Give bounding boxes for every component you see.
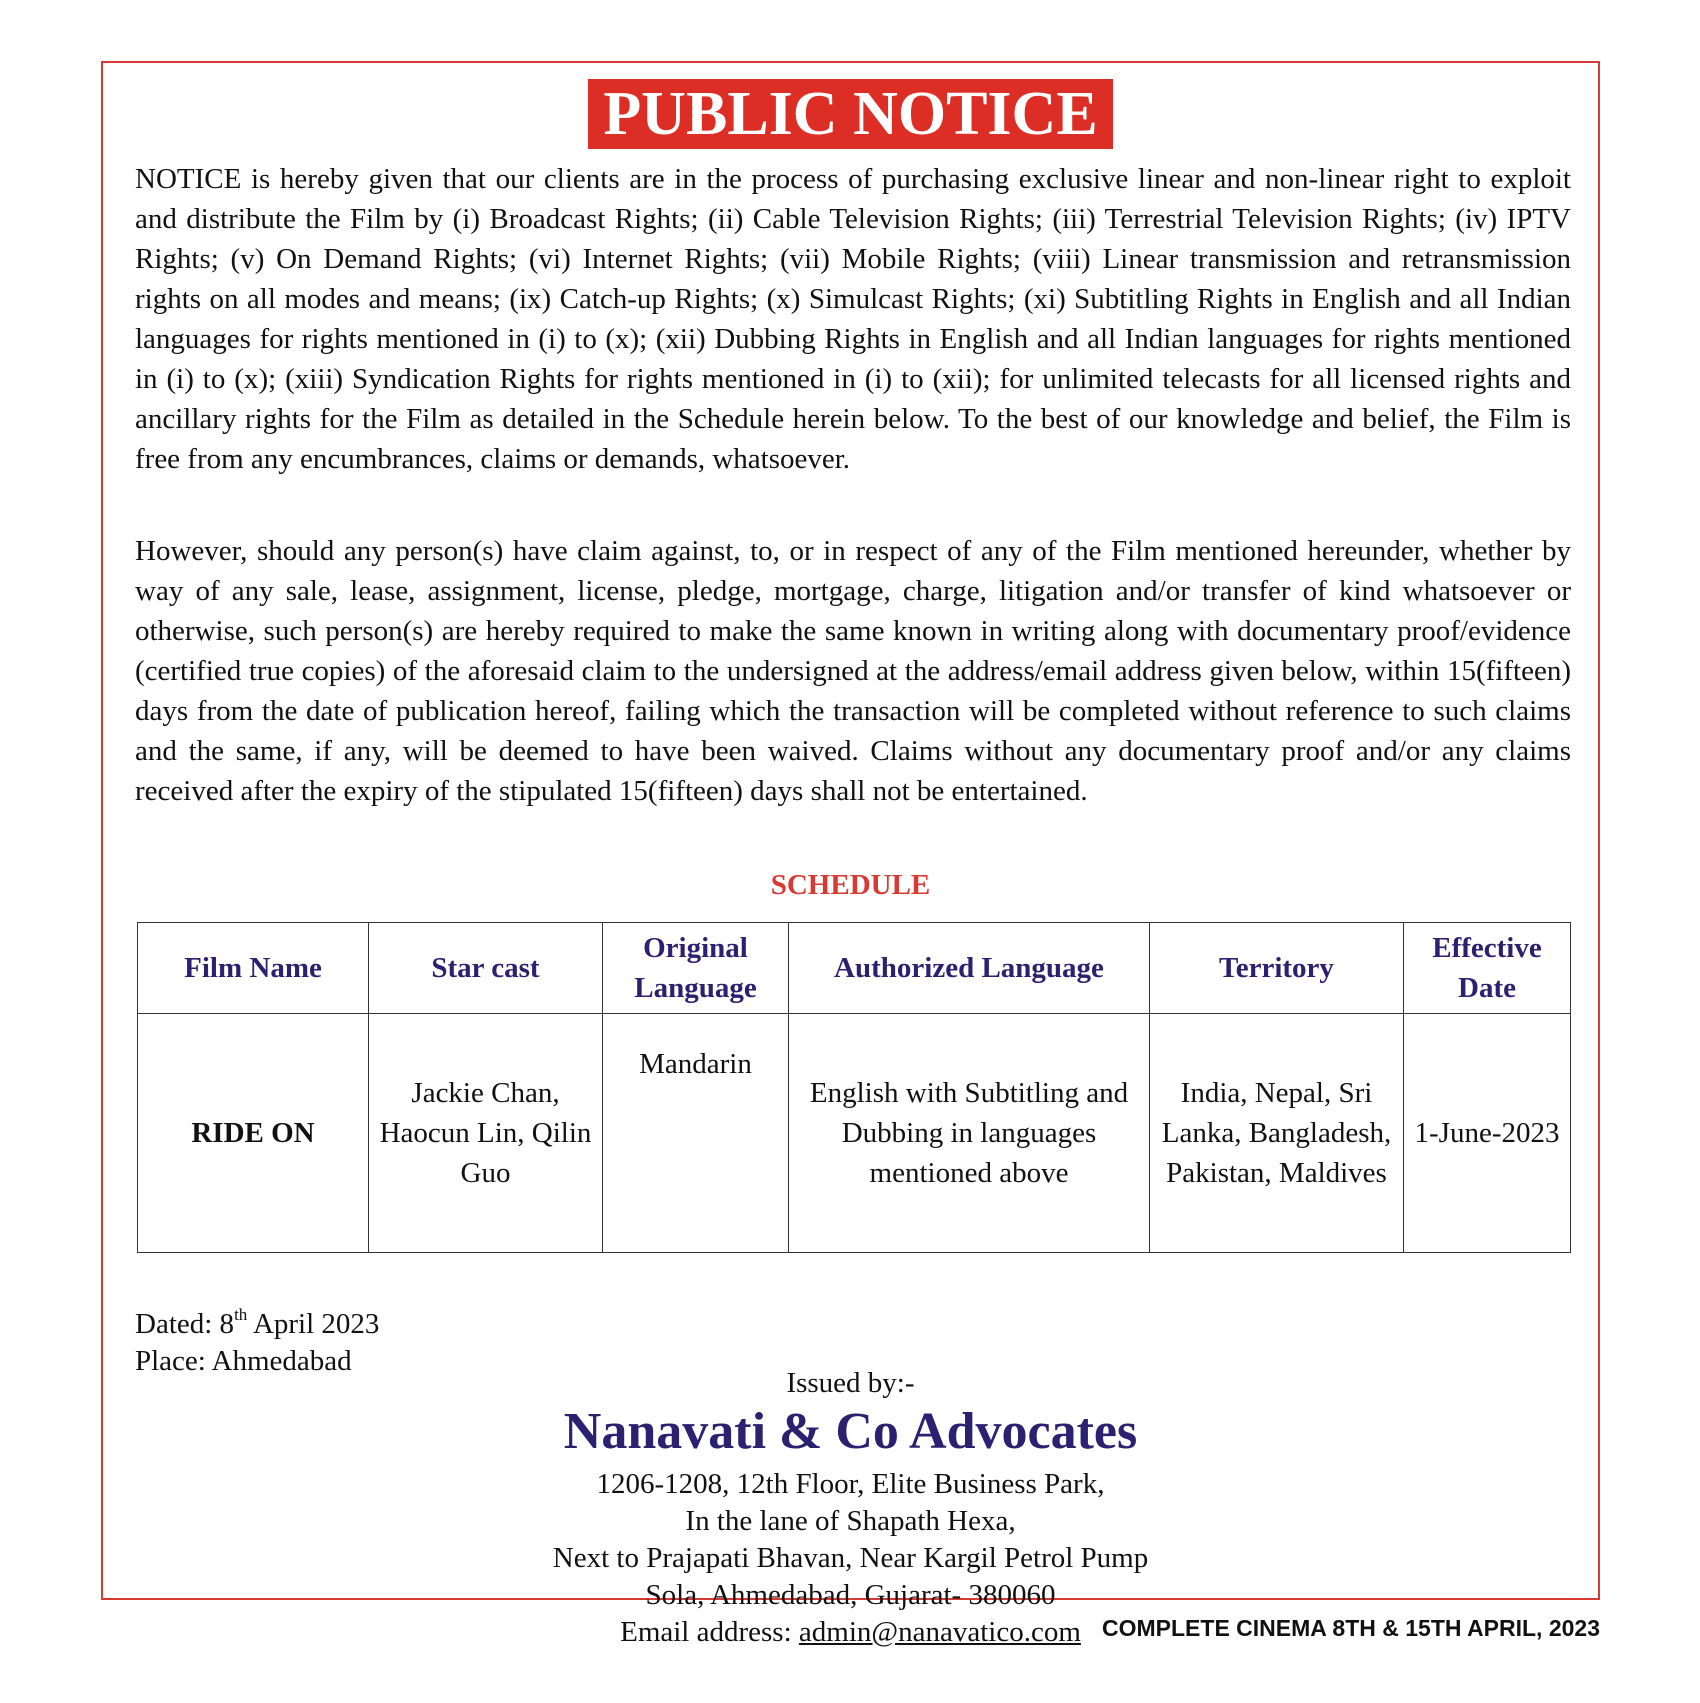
place-line: Place: Ahmedabad: [135, 1345, 352, 1377]
email-label: Email address:: [620, 1616, 799, 1648]
issued-by: Issued by:-: [786, 1367, 915, 1399]
cell-authorized-language: English with Subtitling and Dubbing in languages mentioned above: [789, 1014, 1150, 1253]
header-star-cast: Star cast: [369, 923, 603, 1014]
dated-label: Dated: 8: [135, 1308, 235, 1340]
publication-credit: COMPLETE CINEMA 8TH & 15TH APRIL, 2023: [1102, 1615, 1600, 1641]
title-wrap: [103, 79, 1598, 149]
notice-paragraph-2: However, should any person(s) have claim against, to, or in respect of any of the Film mentioned hereunder, whether by way of any sale, lease, assignment, license, pledge, mortgage, charge, litigation and/or transfer of kind whatsoever or otherwise, such person(s) are hereby required to make the same known in writing along with documentary proof/evidence (certified true copies) of the aforesaid claim to the undersigned at the address/email address given below, within 15(fifteen) days from the date of publication hereof, failing which the transaction will be completed without reference to such claims and the same, if any, will be deemed to have been waived. Claims without any documentary proof and/or any claims received after the expiry of the stipulated 15(fifteen) days shall not be entertained.: [135, 535, 1571, 807]
notice-paragraph-1: NOTICE is hereby given that our clients are in the process of purchasing exclusive linear and non-linear right to exploit and distribute the Film by (i) Broadcast Rights; (ii) Cable Television Rights; (iii) Terrestrial Television Rights; (iv) IPTV Rights; (v) On Demand Rights; (vi) Internet Rights; (vii) Mobile Rights; (viii) Linear transmission and retransmission rights on all modes and means; (ix) Catch-up Rights; (x) Simulcast Rights; (xi) Subtitling Rights in English and all Indian languages for rights mentioned in (i) to (x); (xii) Dubbing Rights in English and all Indian languages for rights mentioned in (i) to (x); (xiii) Syndication Rights for rights mentioned in (i) to (xii); for unlimited telecasts for all licensed rights and ancillary rights for the Film as detailed in the Schedule herein below. To the best of our knowledge and belief, the Film is free from any encumbrances, claims or demands, whatsoever.: [135, 163, 1571, 475]
firm-name: Nanavati & Co Advocates: [563, 1403, 1138, 1460]
address-line-2: In the lane of Shapath Hexa,: [685, 1505, 1016, 1537]
cell-film-name: RIDE ON: [138, 1014, 369, 1253]
dated-line: [135, 1306, 379, 1342]
table-row: [138, 1014, 1571, 1253]
email-link[interactable]: admin@nanavatico.com: [798, 1616, 1081, 1648]
schedule-table: [137, 922, 1571, 1253]
dated-rest: April 2023: [247, 1308, 380, 1340]
notice-title: PUBLIC NOTICE: [588, 79, 1112, 149]
header-effective-date: Effective Date: [1404, 923, 1571, 1014]
cell-original-language: Mandarin: [603, 1014, 789, 1253]
address-line-3: Next to Prajapati Bhavan, Near Kargil Petrol Pump: [552, 1542, 1149, 1574]
cell-star-cast: Jackie Chan, Haocun Lin, Qilin Guo: [369, 1014, 603, 1253]
header-authorized-language: Authorized Language: [789, 923, 1150, 1014]
schedule-heading: SCHEDULE: [770, 869, 931, 901]
schedule-header-row: [138, 923, 1571, 1014]
header-original-language: Original Language: [603, 923, 789, 1014]
address-line-1: 1206-1208, 12th Floor, Elite Business Park,: [596, 1468, 1105, 1500]
header-film-name: Film Name: [138, 923, 369, 1014]
header-territory: Territory: [1150, 923, 1404, 1014]
cell-effective-date: 1-June-2023: [1404, 1014, 1571, 1253]
address-line-4: Sola, Ahmedabad, Gujarat- 380060: [645, 1579, 1056, 1611]
dated-superscript: th: [234, 1305, 248, 1325]
cell-territory: India, Nepal, Sri Lanka, Bangladesh, Pakistan, Maldives: [1150, 1014, 1404, 1253]
